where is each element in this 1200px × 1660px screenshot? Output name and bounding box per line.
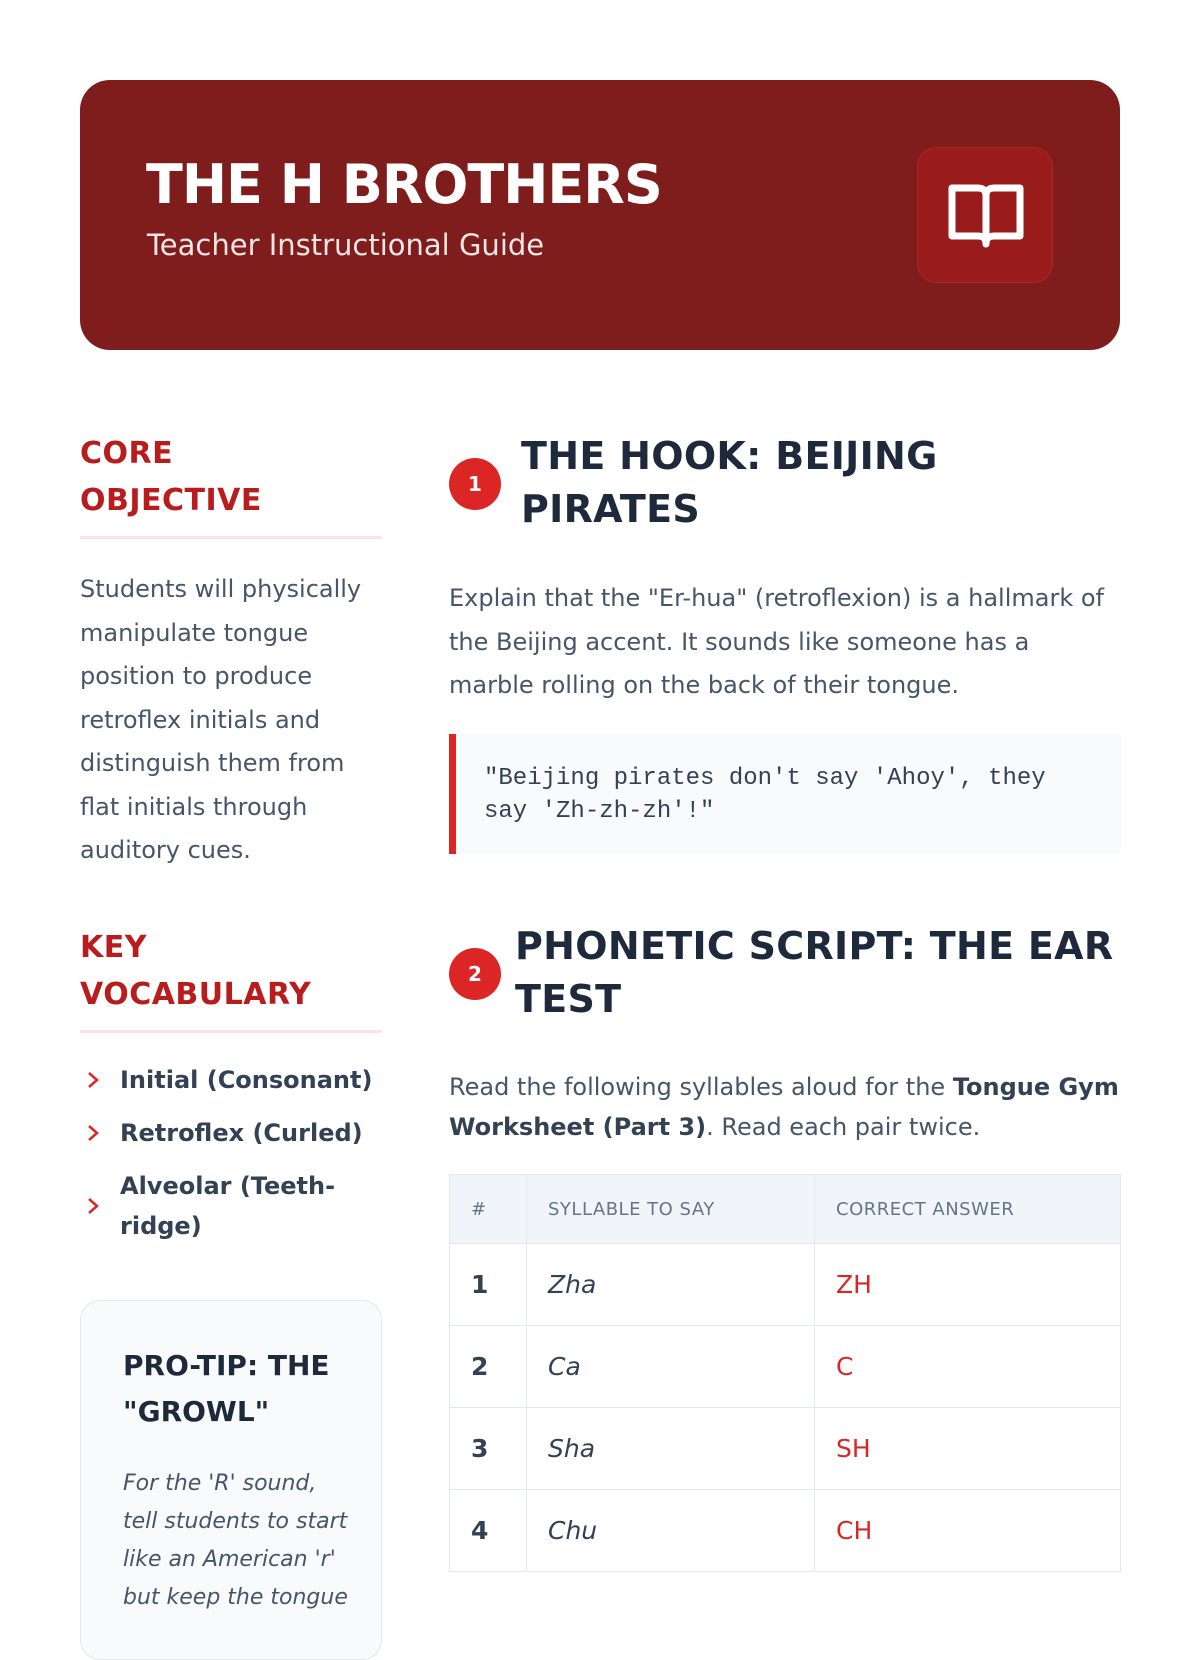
row-number: 3 (450, 1408, 527, 1490)
syllable-cell: Zha (527, 1244, 815, 1326)
pro-tip-card (80, 1300, 382, 1660)
table-row (450, 1408, 1121, 1490)
answer-cell: C (815, 1326, 1121, 1408)
section-body: Read the following syllables aloud for the Tongue Gym Worksheet (Part 3). Read each pair twice. (449, 1073, 1119, 1141)
header-banner (80, 80, 1120, 350)
syllable-cell: Ca (527, 1326, 815, 1408)
pro-tip-text: For the 'R' sound, tell students to start like an American 'r' but keep the tongue (123, 1471, 348, 1610)
section-title: PHONETIC SCRIPT: THE EAR TEST (515, 924, 1114, 1021)
section-body: Explain that the "Er-hua" (retroflexion) is a hallmark of the Beijing accent. It sounds like someone has a marble rolling on the back of their tongue. (449, 584, 1104, 699)
open-book-icon (948, 178, 1024, 254)
core-objective-heading: CORE OBJECTIVE (80, 436, 262, 518)
step-number-badge: 1 (449, 458, 501, 510)
worksheet-reference: Tongue Gym Worksheet (Part 3) (449, 1073, 1119, 1141)
table-row (450, 1490, 1121, 1572)
syllable-cell: Chu (527, 1490, 815, 1572)
objective-text: Students will physically manipulate tongue position to produce retroflex initials and distinguish them from flat initials through auditory cues. (80, 575, 362, 864)
page-subtitle: Teacher Instructional Guide (147, 228, 545, 262)
row-number: 2 (450, 1326, 527, 1408)
page-title: THE H BROTHERS (146, 153, 662, 216)
vocabulary-list (80, 1060, 380, 1259)
syllable-table (449, 1174, 1121, 1572)
answer-cell: SH (815, 1408, 1121, 1490)
vocabulary-item: Initial (Consonant) (80, 1060, 380, 1100)
chevron-right-icon (86, 1070, 100, 1090)
chevron-right-icon (86, 1123, 100, 1143)
divider (80, 536, 382, 539)
pro-tip-title: PRO-TIP: THE "GROWL" (123, 1349, 330, 1428)
syllable-cell: Sha (527, 1408, 815, 1490)
column-header: SYLLABLE TO SAY (527, 1175, 815, 1244)
answer-cell: CH (815, 1490, 1121, 1572)
vocabulary-item: Alveolar (Teeth-ridge) (80, 1166, 380, 1246)
key-vocabulary-heading: KEY VOCABULARY (80, 930, 312, 1012)
section-title: THE HOOK: BEIJING PIRATES (521, 434, 938, 531)
table-row (450, 1244, 1121, 1326)
header-icon-box (917, 147, 1053, 283)
row-number: 4 (450, 1490, 527, 1572)
chevron-right-icon (86, 1196, 100, 1216)
step-number-badge: 2 (449, 948, 501, 1000)
row-number: 1 (450, 1244, 527, 1326)
table-header-row (450, 1175, 1121, 1244)
answer-cell: ZH (815, 1244, 1121, 1326)
column-header: CORRECT ANSWER (815, 1175, 1121, 1244)
quote-block: "Beijing pirates don't say 'Ahoy', they say 'Zh-zh-zh'!" (449, 734, 1121, 854)
divider (80, 1030, 382, 1033)
table-row (450, 1326, 1121, 1408)
vocabulary-item: Retroflex (Curled) (80, 1113, 380, 1153)
column-header: # (450, 1175, 527, 1244)
